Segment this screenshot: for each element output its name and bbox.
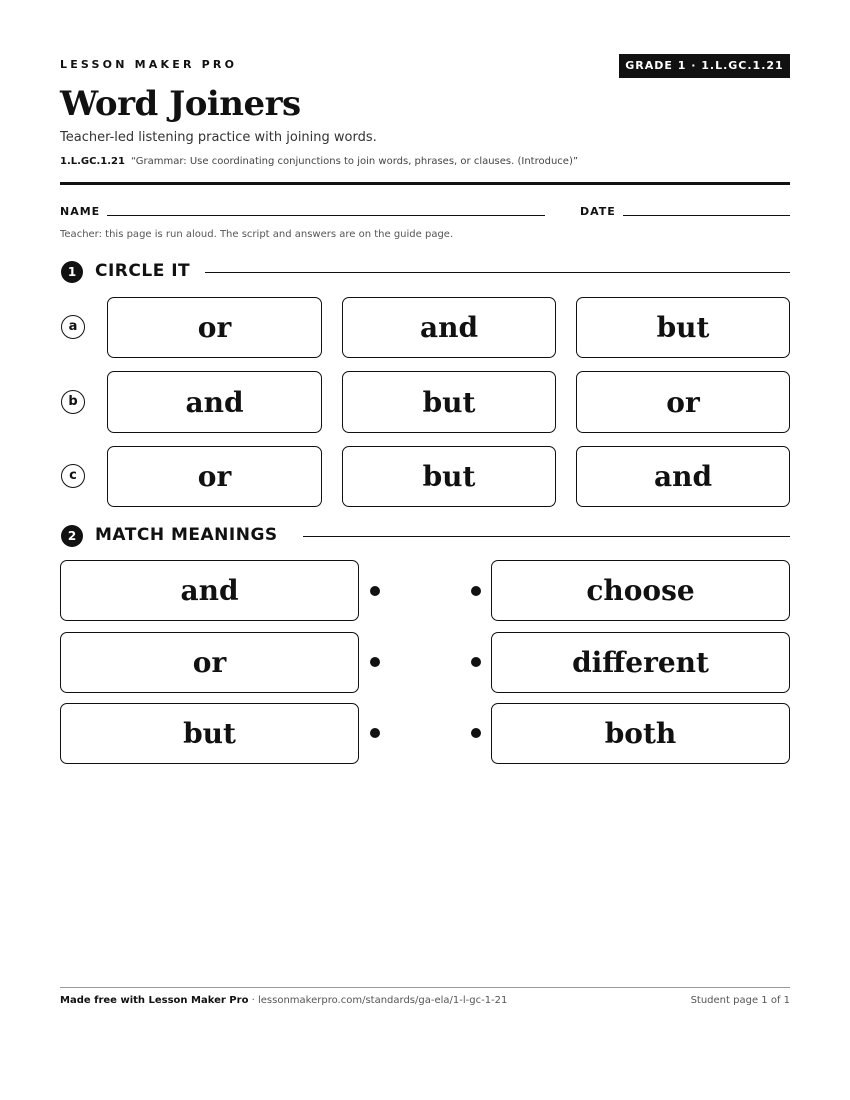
header-divider	[60, 182, 790, 185]
match-dot-right-1[interactable]	[471, 586, 481, 596]
match-right-2[interactable]: different	[491, 632, 790, 693]
match-dot-left-2[interactable]	[370, 657, 380, 667]
circle-option-a1[interactable]: or	[107, 297, 322, 358]
section-2-number: 2	[61, 525, 83, 547]
circle-option-b3[interactable]: or	[576, 371, 790, 433]
match-left-2[interactable]: or	[60, 632, 359, 693]
match-dot-left-1[interactable]	[370, 586, 380, 596]
circle-option-c3[interactable]: and	[576, 446, 790, 507]
row-c-label: c	[61, 464, 85, 488]
circle-option-a3[interactable]: but	[576, 297, 790, 358]
standard-line	[60, 156, 578, 167]
footer-page-number: Student page 1 of 1	[690, 995, 790, 1006]
row-a-label: a	[61, 315, 85, 339]
section-1-number: 1	[61, 261, 83, 283]
date-field[interactable]	[623, 215, 790, 216]
match-right-3[interactable]: both	[491, 703, 790, 764]
row-b-label: b	[61, 390, 85, 414]
name-field[interactable]	[107, 215, 545, 216]
match-dot-left-3[interactable]	[370, 728, 380, 738]
match-left-1[interactable]: and	[60, 560, 359, 621]
section-2-rule	[303, 536, 790, 537]
circle-option-c2[interactable]: but	[342, 446, 556, 507]
match-right-1[interactable]: choose	[491, 560, 790, 621]
section-1-rule	[205, 272, 790, 273]
standard-text: “Grammar: Use coordinating conjunctions to join words, phrases, or clauses. (Introduce)”	[130, 156, 579, 167]
footer-made-with: Made free with Lesson Maker Pro	[60, 995, 249, 1006]
section-1-title: CIRCLE IT	[95, 261, 191, 281]
date-label: DATE	[580, 205, 616, 218]
footer-divider	[60, 987, 790, 988]
circle-option-b1[interactable]: and	[107, 371, 322, 433]
match-left-3[interactable]: but	[60, 703, 359, 764]
match-dot-right-3[interactable]	[471, 728, 481, 738]
circle-option-a2[interactable]: and	[342, 297, 556, 358]
footer-credit	[60, 995, 507, 1006]
circle-option-c1[interactable]: or	[107, 446, 322, 507]
circle-option-b2[interactable]: but	[342, 371, 556, 433]
teacher-note: Teacher: this page is run aloud. The script and answers are on the guide page.	[60, 229, 454, 240]
brand-name: LESSON MAKER PRO	[60, 58, 238, 71]
grade-badge: GRADE 1 · 1.L.GC.1.21	[619, 54, 790, 78]
section-2-title: MATCH MEANINGS	[95, 525, 278, 545]
standard-code: 1.L.GC.1.21	[60, 156, 125, 167]
match-dot-right-2[interactable]	[471, 657, 481, 667]
footer-url[interactable]: lessonmakerpro.com/standards/ga-ela/1-l-gc-1-21	[257, 995, 508, 1006]
name-label: NAME	[60, 205, 101, 218]
footer-separator: ·	[248, 995, 258, 1006]
page-title: Word Joiners	[60, 84, 301, 124]
page-subtitle: Teacher-led listening practice with joining words.	[60, 130, 377, 145]
